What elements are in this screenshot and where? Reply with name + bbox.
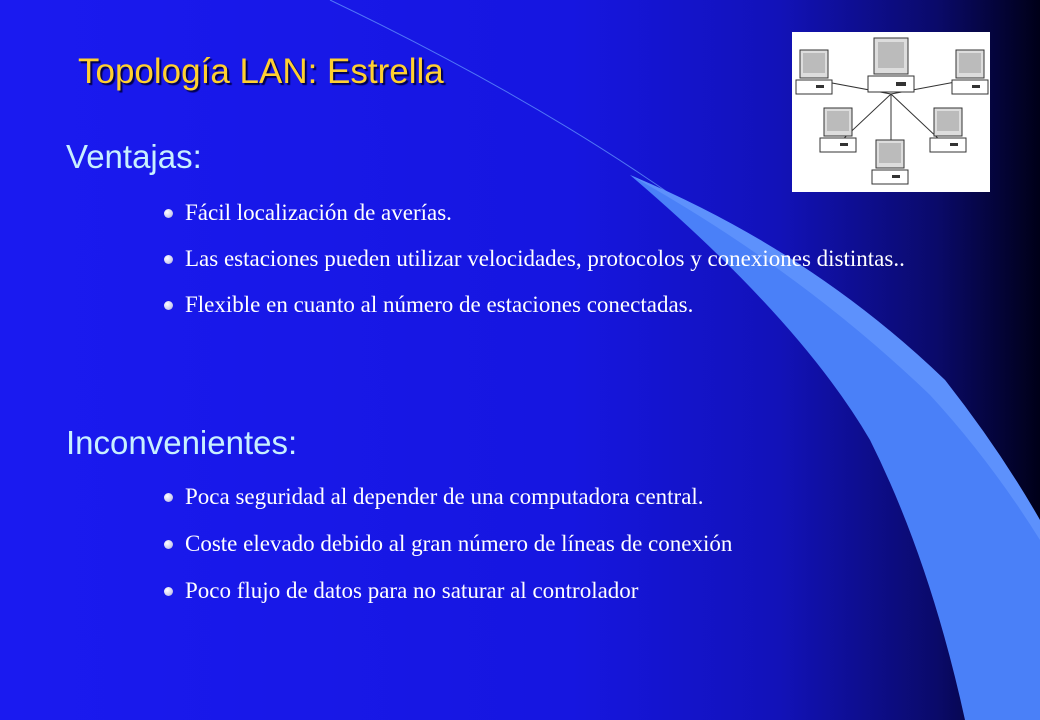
list-item: Poca seguridad al depender de una computadora central. [160,482,920,512]
list-item: Poco flujo de datos para no saturar al controlador [160,576,920,606]
star-topology-network-icon [792,32,990,192]
disadvantages-heading: Inconvenientes: [66,424,298,461]
workstation-icon [930,108,966,152]
hub-computer-icon [868,38,914,92]
list-item: Flexible en cuanto al número de estaciones conectadas. [160,290,920,320]
advantages-heading: Ventajas: [66,138,202,175]
slide-title: Topología LAN: Estrella [78,52,444,91]
workstation-icon [872,140,908,184]
advantages-list [160,198,920,320]
disadvantages-list [160,482,920,606]
workstation-icon [796,50,832,94]
list-item: Coste elevado debido al gran número de líneas de conexión [160,529,920,559]
list-item: Fácil localización de averías. [160,198,920,228]
list-item: Las estaciones pueden utilizar velocidades, protocolos y conexiones distintas.. [160,244,915,274]
workstation-icon [952,50,988,94]
workstation-icon [820,108,856,152]
